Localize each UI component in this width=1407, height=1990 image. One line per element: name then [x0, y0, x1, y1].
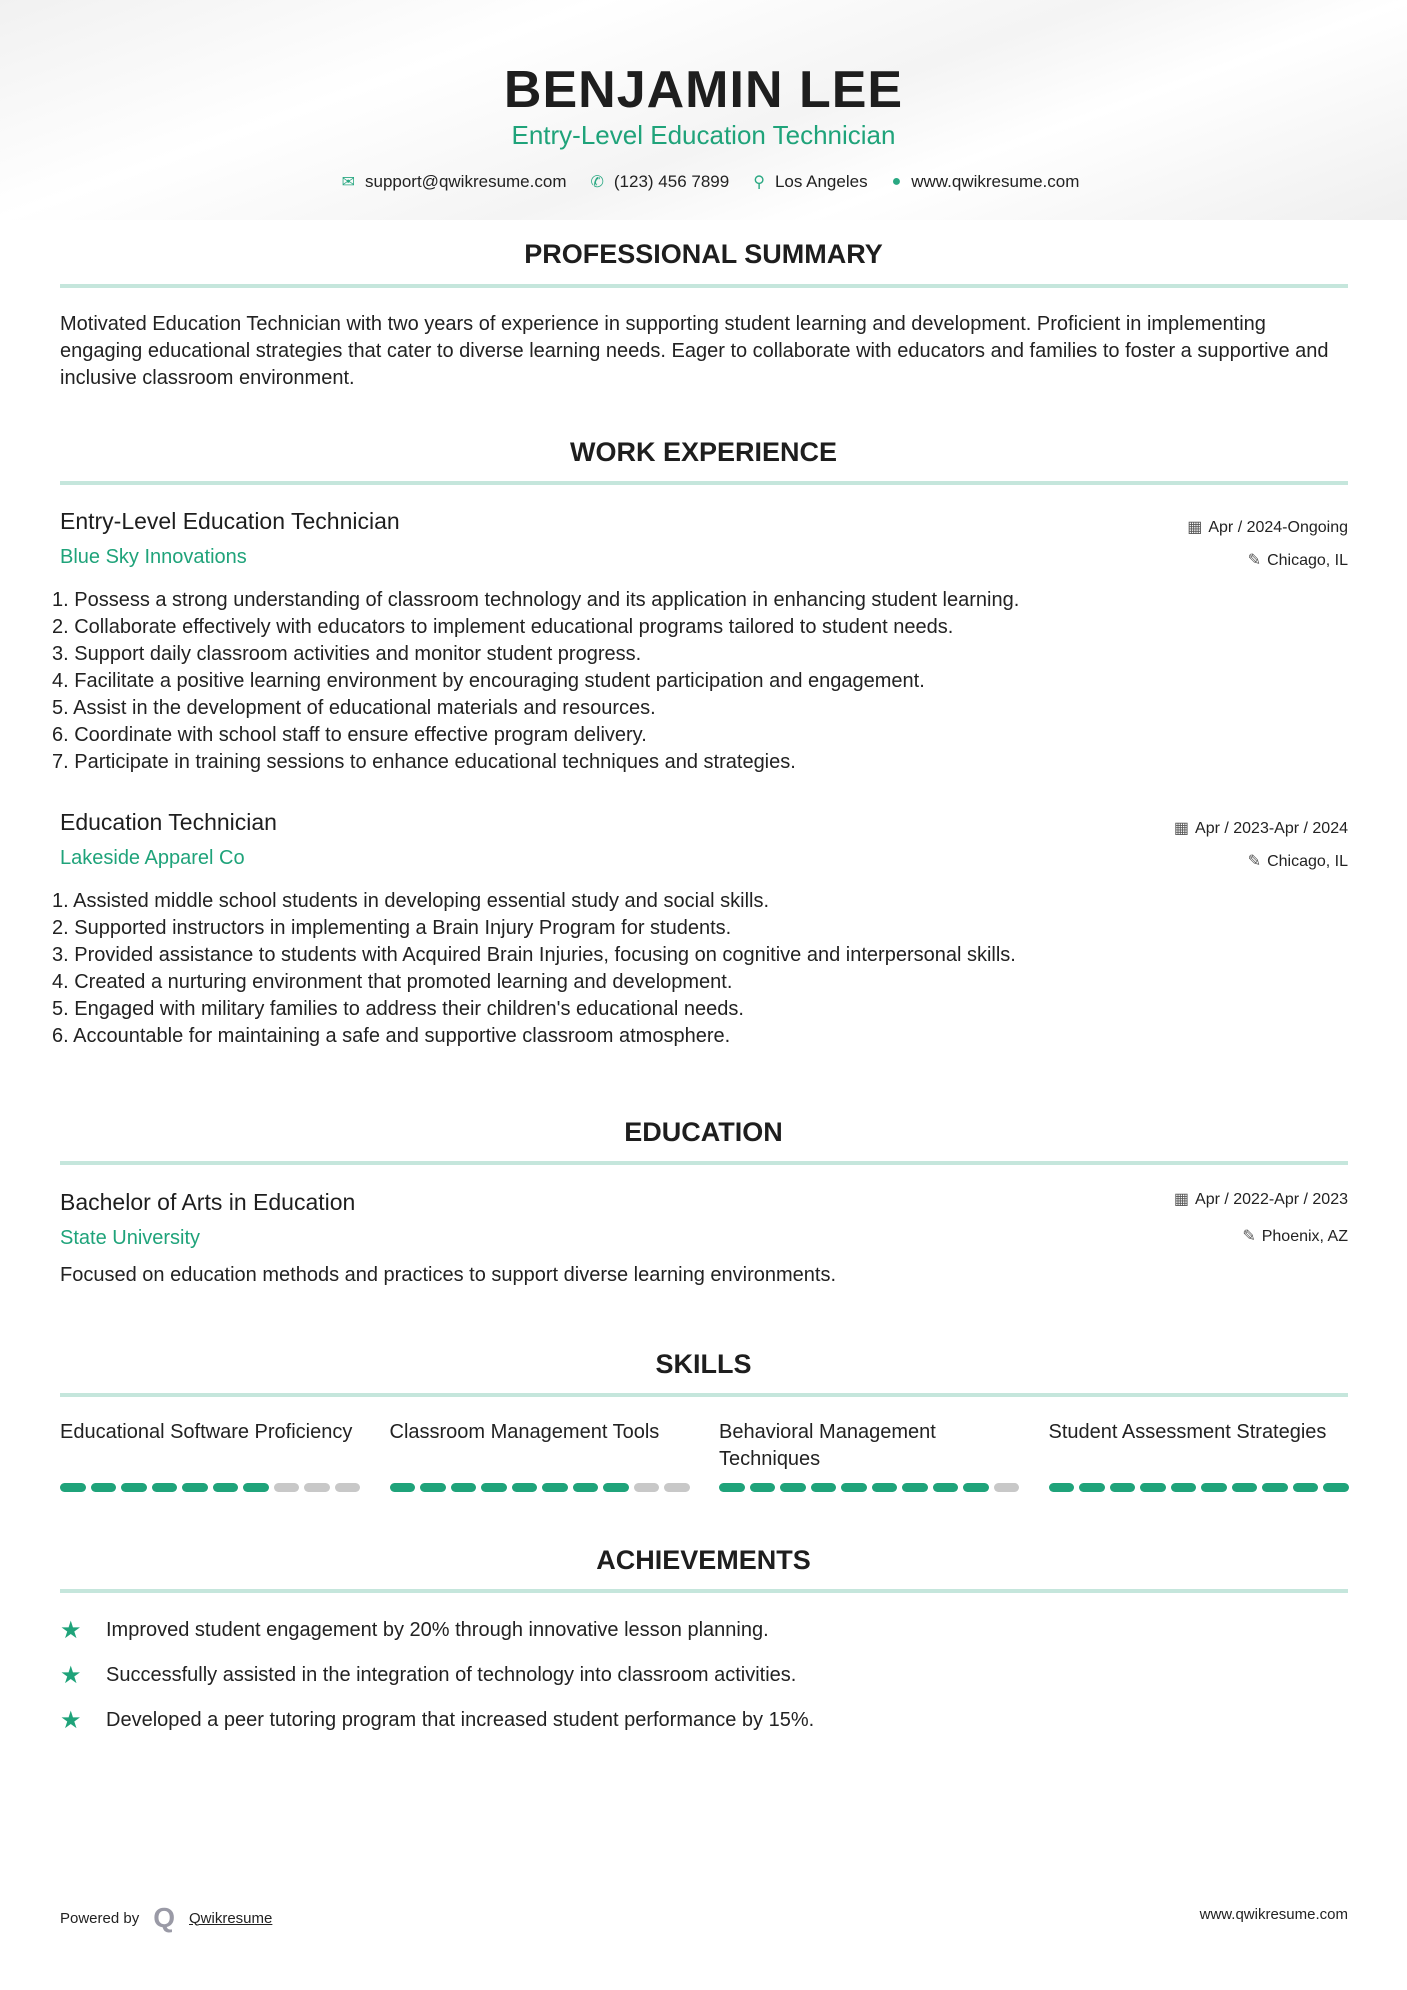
skill-level-dot	[664, 1483, 690, 1492]
skill-level-dot	[1201, 1483, 1227, 1492]
skill-level-dot	[811, 1483, 837, 1492]
skill-level-dot	[634, 1483, 660, 1492]
skill-level-dot	[1049, 1483, 1075, 1492]
dates-text: Apr / 2023-Apr / 2024	[1195, 820, 1348, 837]
job-location	[1248, 550, 1348, 570]
skill-level-dot	[304, 1483, 330, 1492]
qwikresume-logo-icon: Q	[153, 1902, 175, 1933]
skill-level-dot	[243, 1483, 269, 1492]
bullet: 5. Engaged with military families to address their children's educational needs.	[52, 998, 744, 1020]
company: Lakeside Apparel Co	[60, 847, 245, 869]
bullet: 5. Assist in the development of educational materials and resources.	[52, 697, 656, 719]
achievement-item	[60, 1616, 769, 1645]
skill-level-dot	[335, 1483, 361, 1492]
skill-level-dot	[603, 1483, 629, 1492]
contact-bar	[0, 172, 1407, 192]
skill-name: Educational Software Proficiency	[60, 1421, 353, 1443]
degree: Bachelor of Arts in Education	[60, 1189, 356, 1215]
skill-level-dot	[60, 1483, 86, 1492]
skill-level-dot	[750, 1483, 776, 1492]
bullet: 2. Collaborate effectively with educators to implement educational programs tailored to student needs.	[52, 616, 954, 638]
skill-item	[1049, 1419, 1349, 1492]
skill-level-bar	[390, 1483, 690, 1492]
pin-icon: ✎	[1242, 1228, 1256, 1245]
skill-level-dot	[872, 1483, 898, 1492]
location: Los Angeles	[774, 172, 868, 191]
phone-icon: ✆	[590, 174, 604, 191]
company: Blue Sky Innovations	[60, 546, 247, 568]
star-icon: ★	[60, 1707, 82, 1734]
skill-level-dot	[152, 1483, 178, 1492]
summary-heading: PROFESSIONAL SUMMARY	[524, 239, 883, 269]
work-heading: WORK EXPERIENCE	[569, 437, 838, 467]
skill-level-dot	[1171, 1483, 1197, 1492]
skill-level-dot	[1110, 1483, 1136, 1492]
bullet: 2. Supported instructors in implementing a Brain Injury Program for students.	[52, 917, 732, 939]
divider	[60, 1393, 1348, 1397]
website[interactable]: www.qwikresume.com	[911, 172, 1080, 191]
email-icon: ✉	[341, 174, 355, 191]
star-icon: ★	[60, 1662, 82, 1689]
location-text: Phoenix, AZ	[1261, 1228, 1348, 1245]
footer-website[interactable]: www.qwikresume.com	[1199, 1906, 1348, 1923]
skill-level-dot	[420, 1483, 446, 1492]
skill-level-bar	[60, 1483, 360, 1492]
skill-level-dot	[902, 1483, 928, 1492]
education-location	[1242, 1226, 1348, 1246]
bullet: 3. Provided assistance to students with Acquired Brain Injuries, focusing on cognitive and interpersonal skills.	[52, 944, 1016, 966]
phone: (123) 456 7899	[613, 172, 730, 191]
divider	[60, 284, 1348, 288]
pin-icon: ✎	[1247, 853, 1262, 870]
email[interactable]: support@qwikresume.com	[364, 172, 567, 191]
location-text: Chicago, IL	[1267, 853, 1348, 870]
calendar-icon: ▦	[1187, 519, 1203, 536]
skill-level-dot	[512, 1483, 538, 1492]
skill-level-dot	[933, 1483, 959, 1492]
school: State University	[60, 1227, 201, 1249]
calendar-icon: ▦	[1173, 1191, 1190, 1208]
job-title: Entry-Level Education Technician	[60, 508, 400, 534]
skill-level-bar	[719, 1483, 1019, 1492]
achievements-heading: ACHIEVEMENTS	[596, 1545, 811, 1575]
bullet: 4. Facilitate a positive learning environment by encouraging student participation and engagement.	[52, 670, 925, 692]
skill-level-dot	[1140, 1483, 1166, 1492]
divider	[60, 1589, 1348, 1593]
divider	[60, 1161, 1348, 1165]
skill-level-dot	[481, 1483, 507, 1492]
education-heading: EDUCATION	[624, 1117, 783, 1147]
powered-by-label: Powered by	[60, 1909, 140, 1927]
bullet: 7. Participate in training sessions to enhance educational techniques and strategies.	[52, 751, 796, 773]
candidate-name: BENJAMIN LEE	[503, 61, 904, 119]
skill-level-dot	[994, 1483, 1020, 1492]
job-bullets	[52, 888, 1352, 1050]
bullet: 6. Coordinate with school staff to ensure effective program delivery.	[52, 724, 647, 746]
globe-icon: ●	[891, 173, 902, 190]
job-title: Education Technician	[60, 809, 277, 835]
dates-text: Apr / 2022-Apr / 2023	[1195, 1191, 1348, 1208]
skill-item	[390, 1419, 690, 1492]
location-pin-icon: ⚲	[753, 174, 765, 191]
achievement-text: Developed a peer tutoring program that increased student performance by 15%.	[106, 1709, 815, 1731]
location-text: Chicago, IL	[1267, 552, 1348, 569]
education-description: Focused on education methods and practices to support diverse learning environments.	[60, 1264, 837, 1286]
summary-text: Motivated Education Technician with two years of experience in supporting student learning and development. Proficient in implementing engaging educational strategies that cater to diverse learning needs. Eager to collaborate with educators and families to foster a supportive and inclusive classroom environment.	[60, 313, 1329, 389]
skill-level-dot	[719, 1483, 745, 1492]
skills-heading: SKILLS	[655, 1349, 752, 1379]
bullet: 6. Accountable for maintaining a safe and supportive classroom atmosphere.	[52, 1025, 731, 1047]
achievement-item	[60, 1661, 796, 1690]
skill-level-dot	[841, 1483, 867, 1492]
skill-level-dot	[542, 1483, 568, 1492]
skill-name: Behavioral Management Techniques	[719, 1421, 936, 1470]
bullet: 4. Created a nurturing environment that promoted learning and development.	[52, 971, 733, 993]
skill-level-dot	[213, 1483, 239, 1492]
footer-powered	[60, 1902, 272, 1934]
skill-level-dot	[1293, 1483, 1319, 1492]
achievement-item	[60, 1706, 814, 1735]
job-location	[1248, 851, 1348, 871]
star-icon: ★	[60, 1617, 82, 1644]
candidate-title: Entry-Level Education Technician	[511, 120, 896, 150]
skill-item	[60, 1419, 360, 1492]
skill-level-bar	[1049, 1483, 1349, 1492]
bullet: 1. Assisted middle school students in developing essential study and social skills.	[52, 890, 770, 912]
skill-item	[719, 1419, 1019, 1492]
skill-level-dot	[390, 1483, 416, 1492]
pin-icon: ✎	[1247, 552, 1262, 569]
skill-level-dot	[451, 1483, 477, 1492]
divider	[60, 481, 1348, 485]
achievement-text: Successfully assisted in the integration of technology into classroom activities.	[106, 1664, 797, 1686]
bullet: 3. Support daily classroom activities and monitor student progress.	[52, 643, 642, 665]
skill-name: Student Assessment Strategies	[1048, 1421, 1327, 1443]
job-bullets	[52, 587, 1352, 776]
education-dates	[1174, 1189, 1348, 1209]
skill-level-dot	[91, 1483, 117, 1492]
skill-level-dot	[780, 1483, 806, 1492]
bullet: 1. Possess a strong understanding of classroom technology and its application in enhancing student learning.	[52, 589, 1020, 611]
skill-name: Classroom Management Tools	[389, 1421, 660, 1443]
skill-level-dot	[182, 1483, 208, 1492]
calendar-icon: ▦	[1173, 820, 1190, 837]
skill-level-dot	[963, 1483, 989, 1492]
skill-level-dot	[1262, 1483, 1288, 1492]
job-dates	[1187, 517, 1348, 537]
achievement-text: Improved student engagement by 20% through innovative lesson planning.	[106, 1619, 769, 1641]
skill-level-dot	[1079, 1483, 1105, 1492]
skill-level-dot	[1323, 1483, 1349, 1492]
skill-level-dot	[274, 1483, 300, 1492]
skill-level-dot	[121, 1483, 147, 1492]
skill-level-dot	[1232, 1483, 1258, 1492]
skill-level-dot	[573, 1483, 599, 1492]
job-dates	[1174, 818, 1348, 838]
dates-text: Apr / 2024-Ongoing	[1208, 519, 1348, 536]
brand-link[interactable]: Qwikresume	[189, 1909, 273, 1927]
